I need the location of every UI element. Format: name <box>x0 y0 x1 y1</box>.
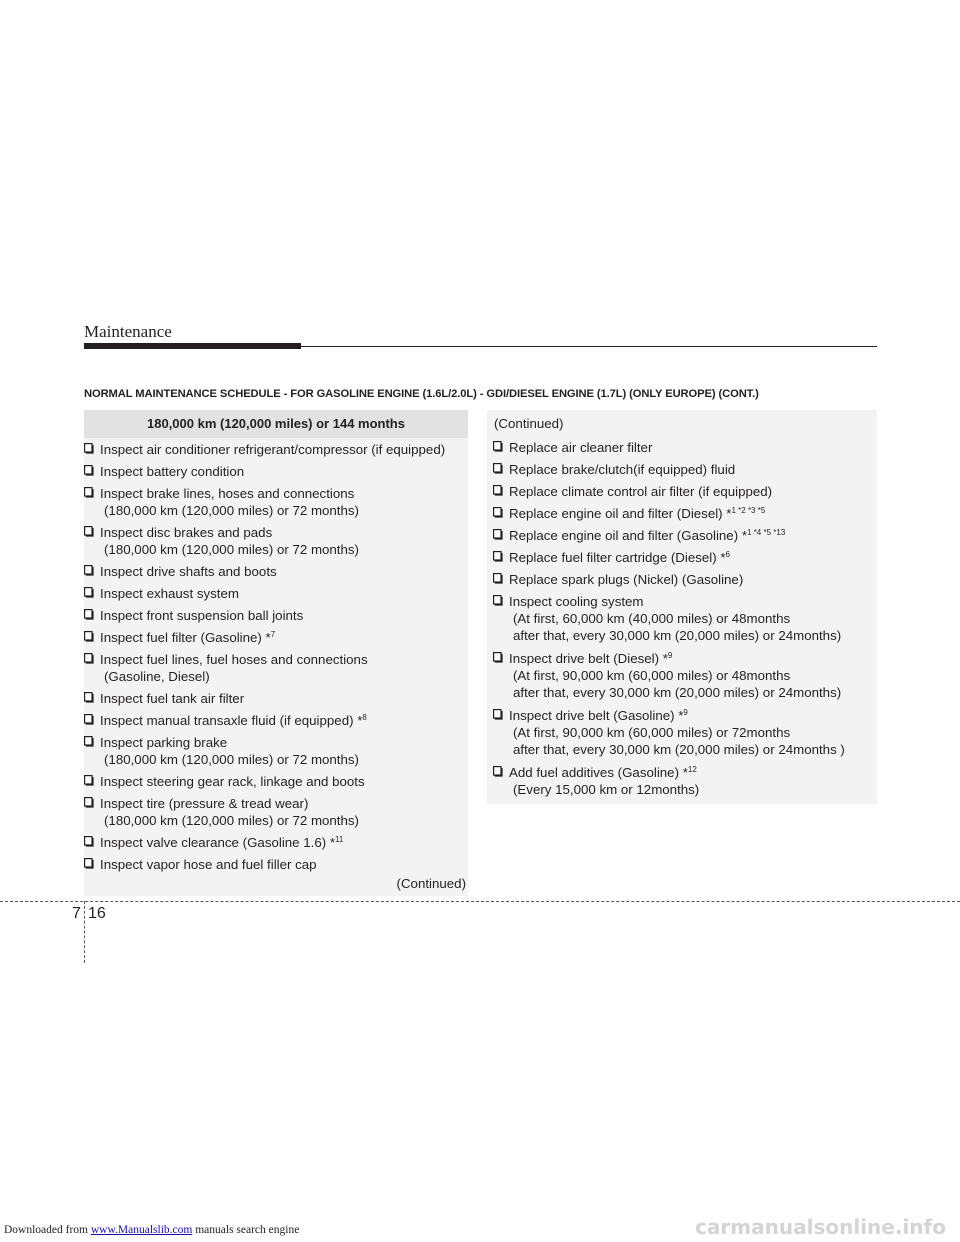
item-text: Replace brake/clutch(if equipped) fluid <box>509 462 736 477</box>
continued-label-top: (Continued) <box>494 416 564 431</box>
item-detail-2: after that, every 30,000 km (20,000 miles) or 24months) <box>513 685 842 700</box>
item-text: Inspect front suspension ball joints <box>100 608 304 623</box>
footnote-ref: 1 *4 *5 *13 <box>747 528 786 537</box>
checkbox-icon <box>84 465 94 476</box>
footnote-ref: 9 <box>683 708 688 717</box>
item-text: Inspect parking brake <box>100 735 228 750</box>
footnote-ref: 12 <box>687 765 697 774</box>
chapter-number: 7 <box>72 905 81 922</box>
item-detail: (180,000 km (120,000 miles) or 72 months) <box>104 752 359 767</box>
footer-link[interactable]: www.Manualslib.com <box>90 1224 193 1236</box>
item-text: Inspect drive belt (Diesel) *$^9$ <box>509 651 673 666</box>
item-detail: (180,000 km (120,000 miles) or 72 months) <box>104 503 359 518</box>
checkbox-icon <box>493 507 503 518</box>
item-text: Inspect vapor hose and fuel filler cap <box>100 857 317 872</box>
checkbox-icon <box>493 709 503 720</box>
checkbox-icon <box>84 797 94 808</box>
schedule-title: NORMAL MAINTENANCE SCHEDULE - FOR GASOLINE ENGINE (1.6L/2.0L) - GDI/DIESEL ENGINE (1.7L) (ONLY EUROPE) (CONT.) <box>84 388 759 400</box>
item-text: Inspect brake lines, hoses and connections <box>100 486 355 501</box>
checkbox-icon <box>84 714 94 725</box>
item-text: Inspect exhaust system <box>100 586 239 601</box>
checkbox-icon <box>84 736 94 747</box>
item-text: Inspect drive belt (Gasoline) *$^9$ <box>509 708 688 723</box>
checkbox-icon <box>84 692 94 703</box>
item-text: Replace engine oil and filter (Gasoline) *$^{1 *4 *5 *13}$ <box>509 528 786 543</box>
footnote-ref: 11 <box>335 835 344 844</box>
item-text: Inspect cooling system <box>509 594 644 609</box>
checkbox-icon <box>84 653 94 664</box>
header-rule <box>84 346 877 347</box>
item-text: Inspect manual transaxle fluid (if equipped) *$^8$ <box>100 713 367 728</box>
checkbox-icon <box>84 487 94 498</box>
checkbox-icon <box>493 595 503 606</box>
checkbox-icon <box>84 775 94 786</box>
checkbox-icon <box>493 652 503 663</box>
item-text: Inspect tire (pressure & tread wear) <box>100 796 309 811</box>
item-text: Inspect fuel filter (Gasoline) *$^7$ <box>100 630 276 645</box>
item-detail: (At first, 90,000 km (60,000 miles) or 72months <box>513 725 791 740</box>
item-detail: (Every 15,000 km or 12months) <box>513 782 700 797</box>
item-detail: (180,000 km (120,000 miles) or 72 months) <box>104 813 359 828</box>
page-number-divider <box>84 901 85 963</box>
checkbox-icon <box>493 463 503 474</box>
item-text: Inspect valve clearance (Gasoline 1.6) *$^{11}$ <box>100 835 344 850</box>
item-text: Inspect drive shafts and boots <box>100 564 277 579</box>
item-text: Replace engine oil and filter (Diesel) *$^{1 *2 *3 *5}$ <box>509 506 766 521</box>
item-text: Inspect disc brakes and pads <box>100 525 273 540</box>
footnote-ref: 7 <box>270 630 276 639</box>
section-title: Maintenance <box>84 322 172 341</box>
item-text: Add fuel additives (Gasoline) *$^{12}$ <box>509 765 697 780</box>
item-detail: (At first, 90,000 km (60,000 miles) or 48months <box>513 668 791 683</box>
footer-suffix: manuals search engine <box>192 1224 300 1236</box>
checkbox-icon <box>493 766 503 777</box>
checkbox-icon <box>493 573 503 584</box>
item-detail: (Gasoline, Diesel) <box>104 669 210 684</box>
checkbox-icon <box>493 529 503 540</box>
checkbox-icon <box>84 587 94 598</box>
footnote-ref: 9 <box>667 651 673 660</box>
footnote-ref: 1 *2 *3 *5 <box>731 506 766 515</box>
item-detail: (At first, 60,000 km (40,000 miles) or 48months <box>513 611 791 626</box>
item-detail-2: after that, every 30,000 km (20,000 miles) or 24months ) <box>513 742 845 757</box>
checkbox-icon <box>84 565 94 576</box>
checkbox-icon <box>84 836 94 847</box>
item-text: Inspect air conditioner refrigerant/compressor (if equipped) <box>100 442 446 457</box>
checkbox-icon <box>493 485 503 496</box>
checkbox-icon <box>493 551 503 562</box>
left-column-heading: 180,000 km (120,000 miles) or 144 months <box>84 410 468 438</box>
footnote-ref: 8 <box>362 713 367 722</box>
checkbox-icon <box>84 526 94 537</box>
footnote-ref: 6 <box>725 550 730 559</box>
item-detail: (180,000 km (120,000 miles) or 72 months) <box>104 542 359 557</box>
item-detail-2: after that, every 30,000 km (20,000 miles) or 24months) <box>513 628 842 643</box>
footer <box>4 1224 299 1236</box>
page-number: 16 <box>88 905 106 922</box>
checkbox-icon <box>84 858 94 869</box>
item-text: Inspect steering gear rack, linkage and boots <box>100 774 365 789</box>
continued-label-bottom: (Continued) <box>396 876 466 891</box>
item-text: Replace fuel filter cartridge (Diesel) *$^6$ <box>509 550 730 565</box>
item-text: Inspect fuel tank air filter <box>100 691 245 706</box>
checkbox-icon <box>84 631 94 642</box>
checkbox-icon <box>493 441 503 452</box>
item-text: Replace spark plugs (Nickel) (Gasoline) <box>509 572 744 587</box>
watermark: carmanualsonline.info <box>695 1215 946 1239</box>
item-text: Replace air cleaner filter <box>509 440 653 455</box>
item-text: Inspect fuel lines, fuel hoses and connections <box>100 652 368 667</box>
item-text: Inspect battery condition <box>100 464 245 479</box>
footer-prefix: Downloaded from <box>4 1224 91 1236</box>
page-divider <box>0 901 960 902</box>
item-text: Replace climate control air filter (if equipped) <box>509 484 773 499</box>
checkbox-icon <box>84 609 94 620</box>
checkbox-icon <box>84 443 94 454</box>
